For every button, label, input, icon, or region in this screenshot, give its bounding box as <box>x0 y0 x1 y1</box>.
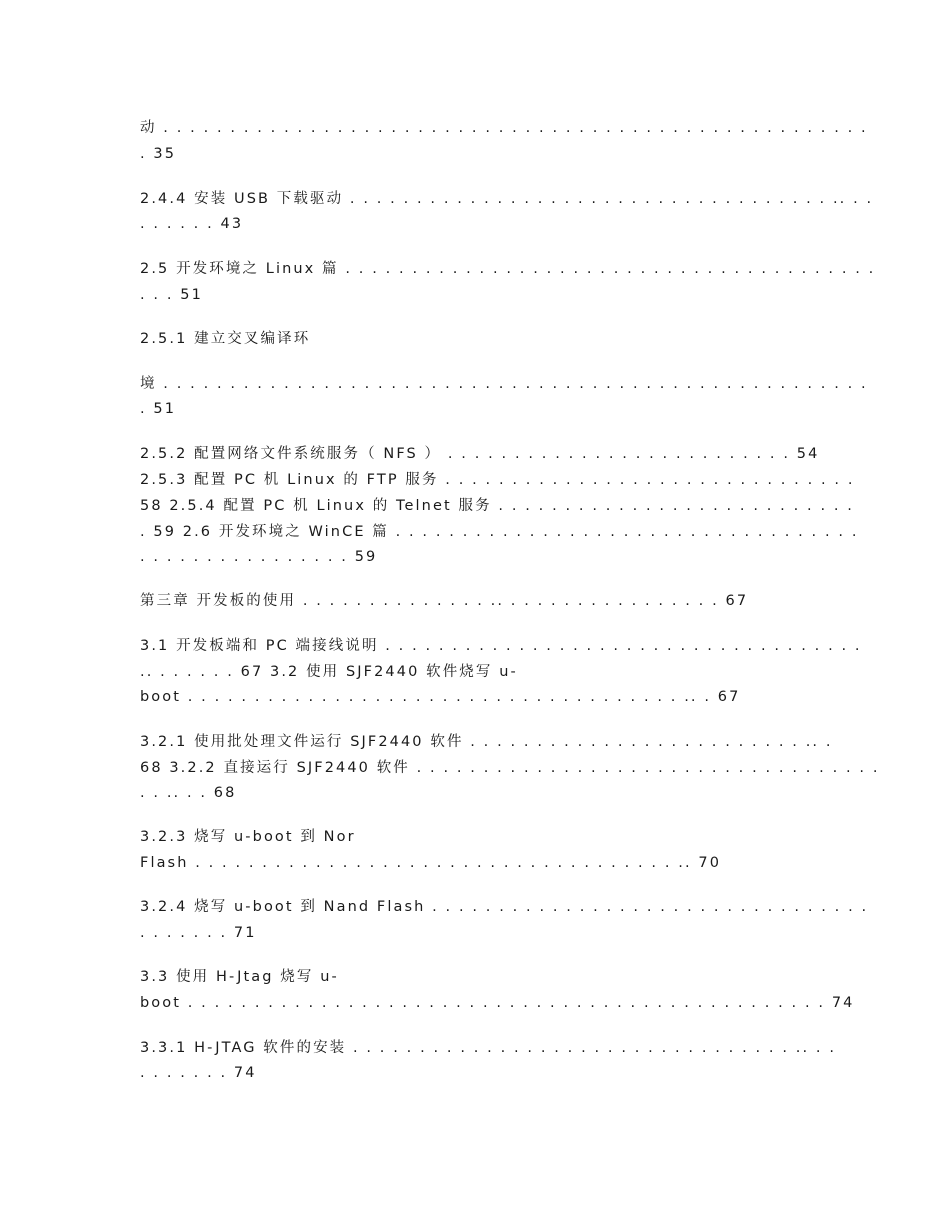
toc-line: 3.2.4 烧写 u-boot 到 Nand Flash . . . . . . . . . . . . . . . . . . . . . . . . . . . . . . . . . <box>140 899 869 915</box>
toc-line: 动 . . . . . . . . . . . . . . . . . . . . . . . . . . . . . . . . . . . . . . . . . . . . . . . . . . . . . <box>140 120 868 136</box>
toc-line: . 51 <box>140 401 177 417</box>
toc-line: . . . . . . . 71 <box>140 925 257 941</box>
toc-line: 3.3.1 H-JTAG 软件的安装 . . . . . . . . . . . . . . . . . . . . . . . . . . . . . . . . . .. . . <box>140 1040 837 1056</box>
toc-line: 2.5.1 建立交叉编译环 <box>140 331 311 347</box>
toc-line: 2.5.2 配置网络文件系统服务（ NFS ） . . . . . . . . . . . . . . . . . . . . . . . . . . 54 <box>140 446 820 462</box>
toc-line: . . . . . . 43 <box>140 216 244 232</box>
toc-line: 2.4.4 安装 USB 下载驱动 . . . . . . . . . . . . . . . . . . . . . . . . . . . . . . . . . . . . .. . . <box>140 191 874 207</box>
toc-line: 68 3.2.2 直接运行 SJF2440 软件 . . . . . . . . . . . . . . . . . . . . . . . . . . . . . . . . . . . <box>140 760 880 776</box>
toc-line: . 35 <box>140 146 177 162</box>
toc-line: . . . . . . . . . . . . . . . . 59 <box>140 549 378 565</box>
toc-line: .. . . . . . . 67 3.2 使用 SJF2440 软件烧写 u- <box>140 664 518 680</box>
toc-line: 3.2.1 使用批处理文件运行 SJF2440 软件 . . . . . . . . . . . . . . . . . . . . . . . . . .. . <box>140 734 833 750</box>
toc-line: 58 2.5.4 配置 PC 机 Linux 的 Telnet 服务 . . . . . . . . . . . . . . . . . . . . . . . . . . . <box>140 498 854 514</box>
toc-line: boot . . . . . . . . . . . . . . . . . . . . . . . . . . . . . . . . . . . . . .. . 67 <box>140 689 741 705</box>
toc-page <box>140 0 880 1230</box>
toc-line: Flash . . . . . . . . . . . . . . . . . . . . . . . . . . . . . . . . . . . . .. 70 <box>140 855 722 871</box>
toc-line: 2.5 开发环境之 Linux 篇 . . . . . . . . . . . . . . . . . . . . . . . . . . . . . . . . . . . . . . . . <box>140 261 876 277</box>
toc-line: . 59 2.6 开发环境之 WinCE 篇 . . . . . . . . . . . . . . . . . . . . . . . . . . . . . . . . . . . <box>140 524 859 540</box>
toc-line: . . . 51 <box>140 287 203 303</box>
toc-line: 3.2.3 烧写 u-boot 到 Nor <box>140 829 356 845</box>
toc-line: . . .. . . 68 <box>140 785 237 801</box>
toc-line: 3.1 开发板端和 PC 端接线说明 . . . . . . . . . . . . . . . . . . . . . . . . . . . . . . . . . . . . <box>140 638 862 654</box>
toc-line: . . . . . . . 74 <box>140 1065 257 1081</box>
toc-line: 第三章 开发板的使用 . . . . . . . . . . . . . . .. . . . . . . . . . . . . . . . . 67 <box>140 593 749 609</box>
toc-line: boot . . . . . . . . . . . . . . . . . . . . . . . . . . . . . . . . . . . . . . . . . . . . . . . . 74 <box>140 995 855 1011</box>
toc-line: 2.5.3 配置 PC 机 Linux 的 FTP 服务 . . . . . . . . . . . . . . . . . . . . . . . . . . . . . . . <box>140 472 855 488</box>
toc-line: 境 . . . . . . . . . . . . . . . . . . . . . . . . . . . . . . . . . . . . . . . . . . . . . . . . . . . . . <box>140 376 868 392</box>
toc-line: 3.3 使用 H-Jtag 烧写 u- <box>140 969 339 985</box>
